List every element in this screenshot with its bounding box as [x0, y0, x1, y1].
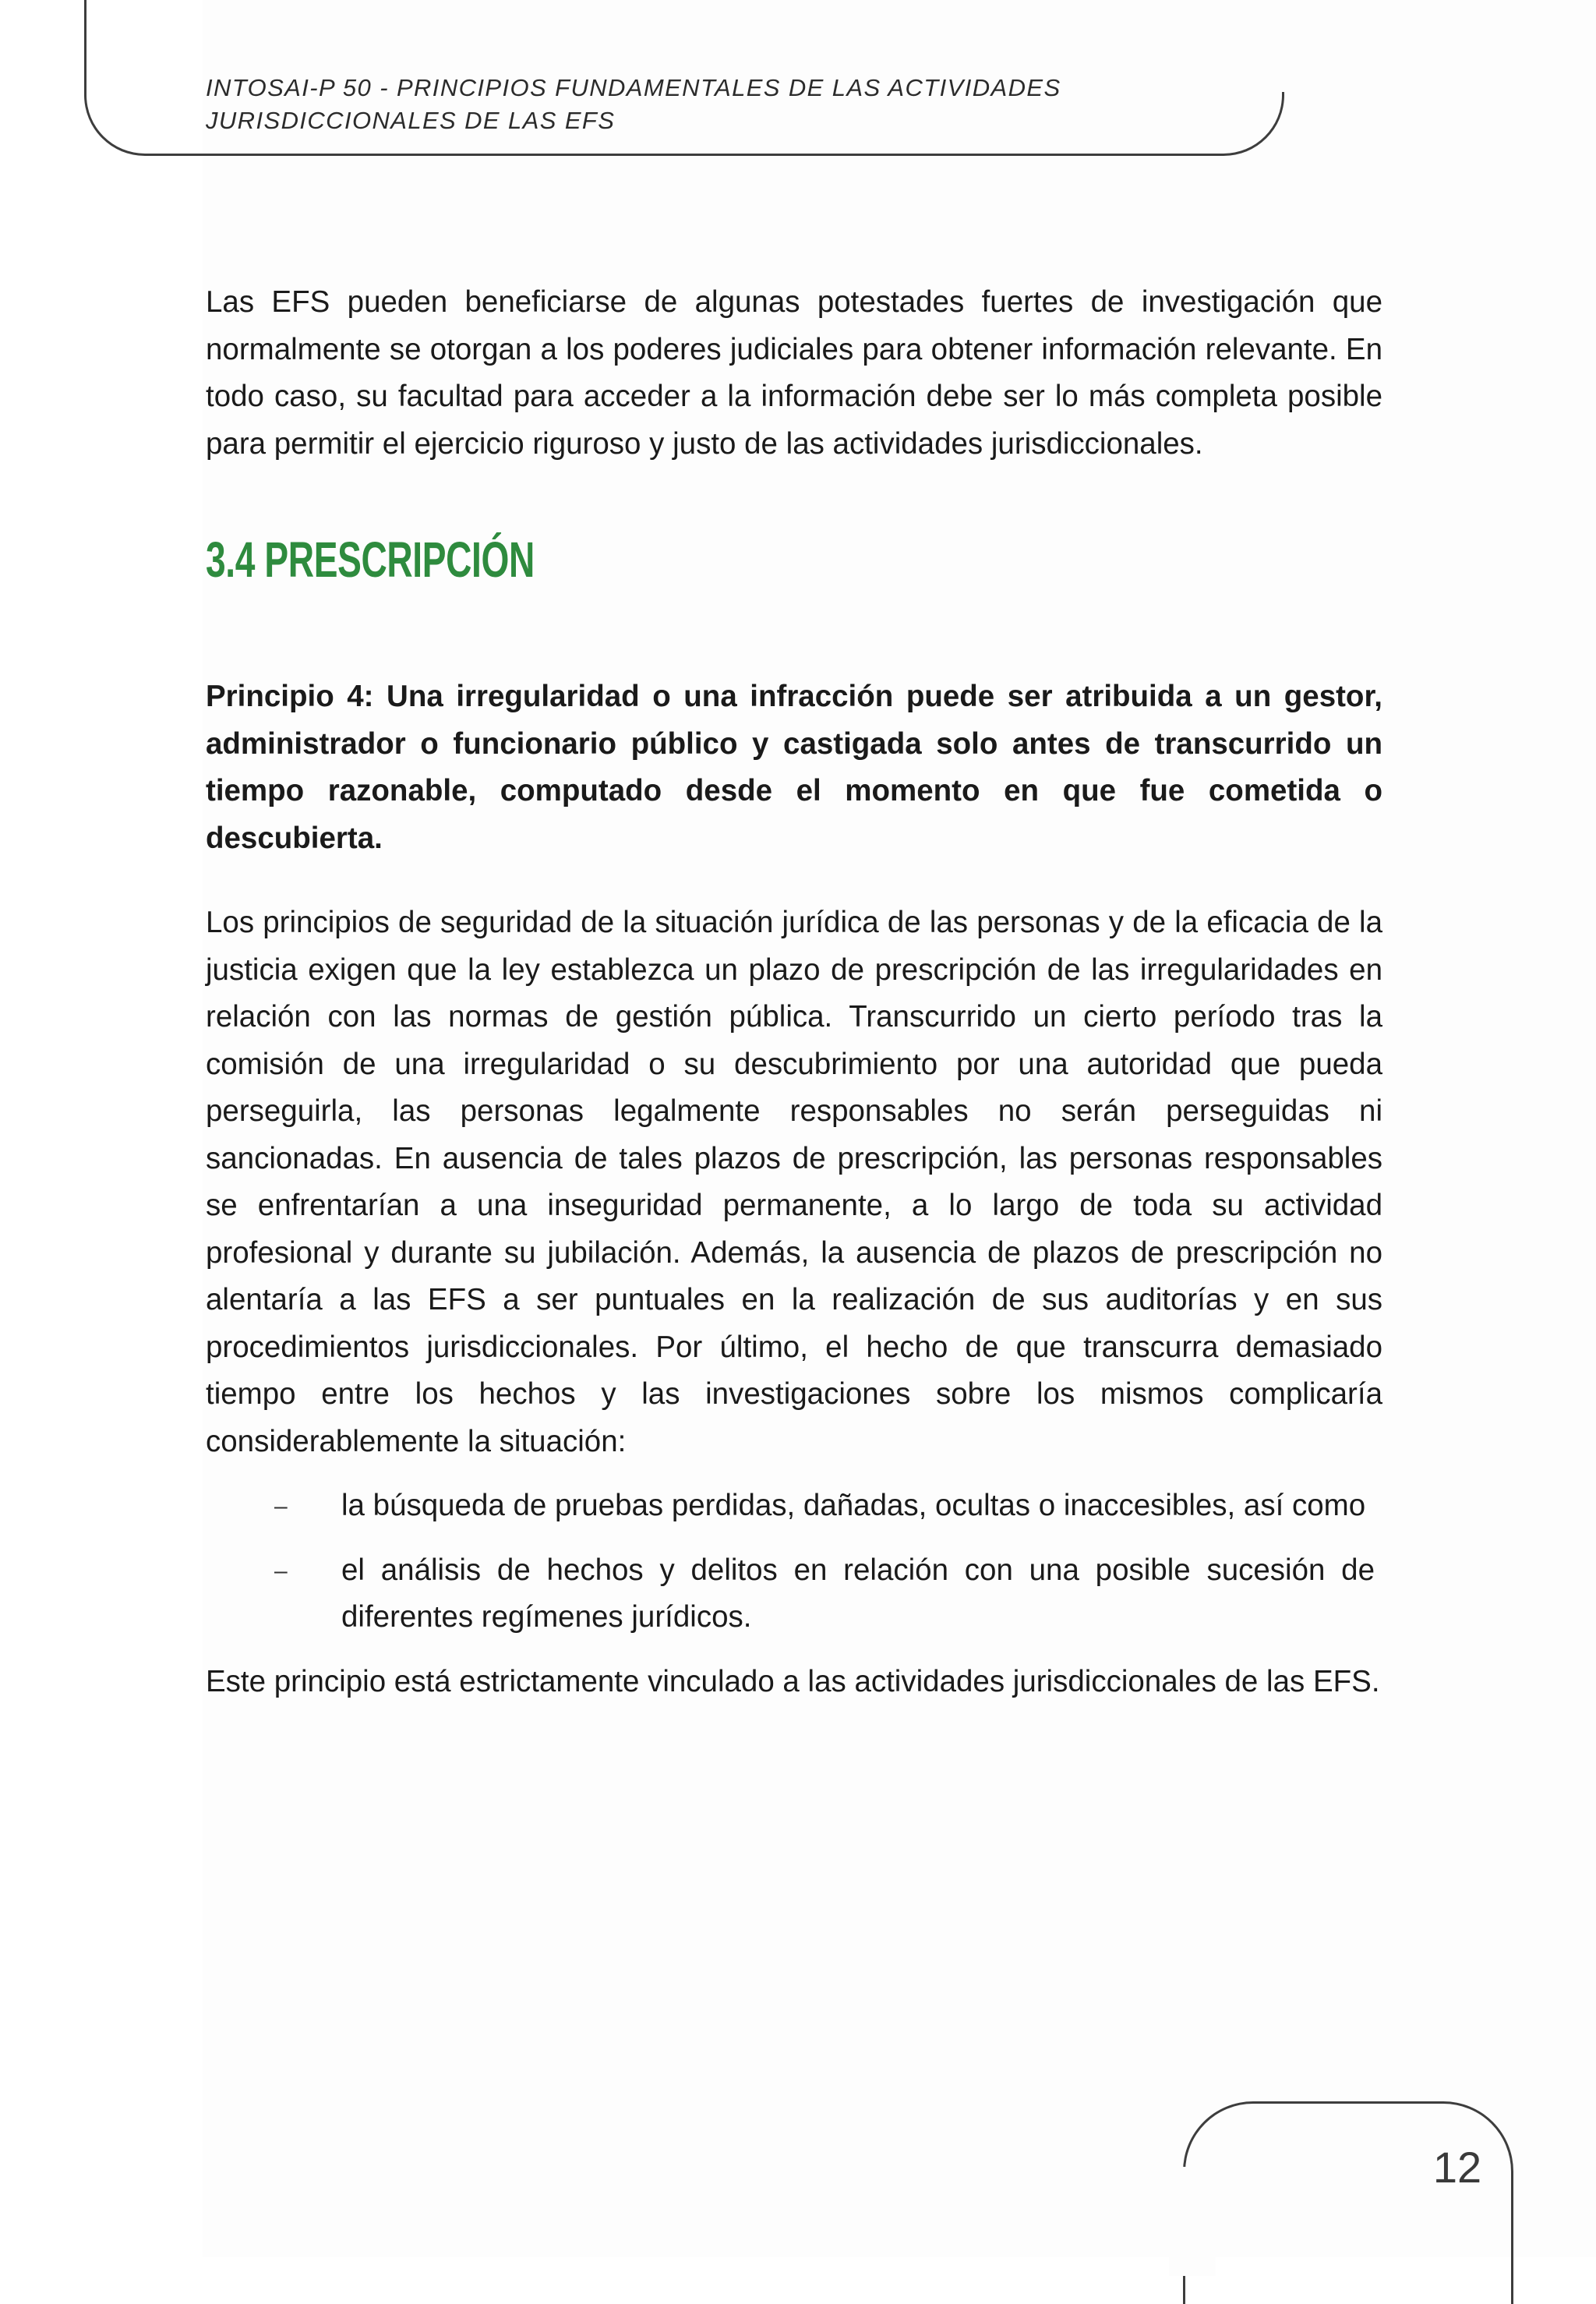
- list-item-text: la búsqueda de pruebas perdidas, dañadas, ocultas o inaccesibles, así como: [341, 1489, 1366, 1522]
- principle-statement: Principio 4: Una irregularidad o una infracción puede ser atribuida a un gestor, administrador o funcionario público y castigada solo antes de transcurrido un tiempo razonable, computado desde el momento en que fue cometida o descubierta.: [206, 680, 1382, 855]
- dash-bullet-icon: –: [274, 1493, 288, 1519]
- main-content: [206, 279, 1382, 1705]
- dash-bullet-icon: –: [274, 1557, 288, 1584]
- page-margin: [0, 0, 203, 2257]
- running-header-line-1: INTOSAI-P 50 - PRINCIPIOS FUNDAMENTALES DE LAS ACTIVIDADES: [206, 74, 1061, 101]
- header-frame-gap: [1231, 0, 1294, 92]
- list-item: [206, 1482, 1382, 1530]
- running-header-line-2: JURISDICCIONALES DE LAS EFS: [206, 107, 616, 134]
- running-header: [206, 72, 1061, 137]
- section-title: 3.4 PRESCRIPCIÓN: [206, 532, 535, 588]
- body-paragraph-3: Este principio está estrictamente vinculado a las actividades jurisdiccionales de las EFS.: [206, 1664, 1380, 1698]
- body-paragraph-2: Los principios de seguridad de la situación jurídica de las personas y de la eficacia de la justicia exigen que la ley establezca un plazo de prescripción de las irregularidades en relación con las normas de gestión pública. Transcurrido un cierto período tras la comisión de una irregularidad o su descubrimiento por una autoridad que pueda perseguirla, las personas legalmente responsables no serán perseguidas ni sancionadas. En ausencia de tales plazos de prescripción, las personas responsables se enfrentarían a una inseguridad permanente, a lo largo de toda su actividad profesional y durante su jubilación. Además, la ausencia de plazos de prescripción no alentaría a las EFS a ser puntuales en la realización de sus auditorías y en sus procedimientos jurisdiccionales. Por último, el hecho de que transcurra demasiado tiempo entre los hechos y las investigaciones sobre los mismos complicaría considerablemente la situación:: [206, 906, 1382, 1458]
- footer-frame: [1183, 2101, 1513, 2304]
- body-paragraph-1: Las EFS pueden beneficiarse de algunas potestades fuertes de investigación que normalmente se otorgan a los poderes judiciales para obtener información relevante. En todo caso, su facultad para acceder a la información debe ser lo más completa posible para permitir el ejercicio riguroso y justo de las actividades jurisdiccionales.: [206, 285, 1382, 461]
- list-item-text: el análisis de hechos y delitos en relación con una posible sucesión de diferentes regímenes jurídicos.: [341, 1553, 1375, 1634]
- page-number: 12: [1432, 2143, 1482, 2192]
- list-item: [206, 1547, 1382, 1641]
- footer-frame-gap: [1169, 2167, 1216, 2276]
- dash-list: [206, 1482, 1382, 1641]
